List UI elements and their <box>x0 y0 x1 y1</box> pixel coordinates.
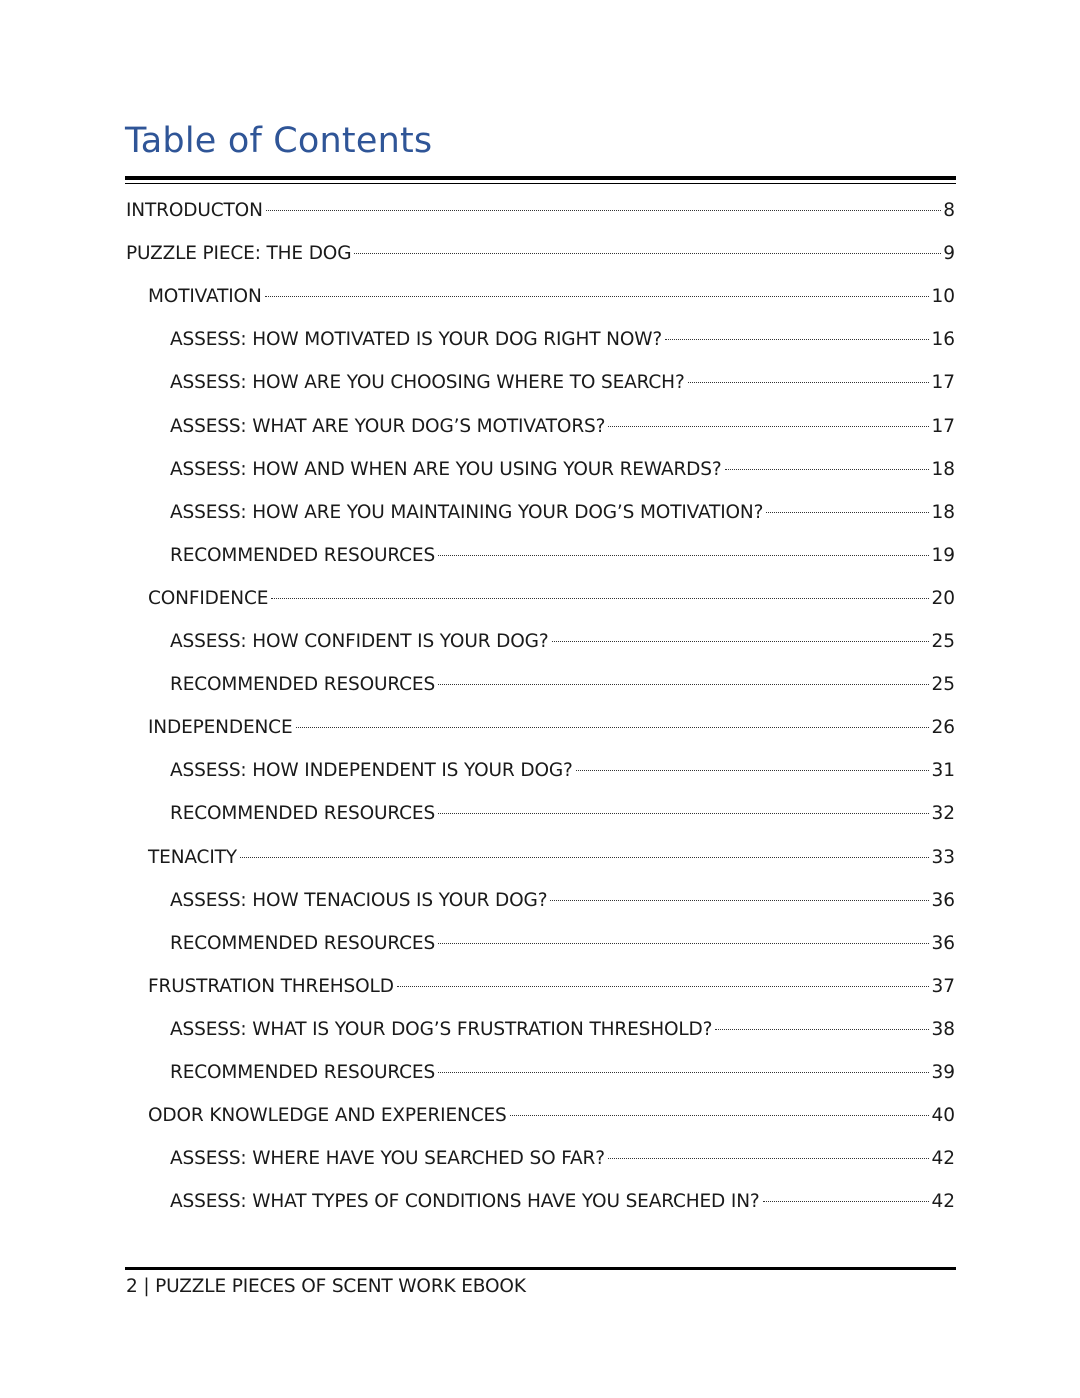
toc-entry-label: FRUSTRATION THREHSOLD <box>148 976 394 997</box>
toc-entry-label: ASSESS: HOW MOTIVATED IS YOUR DOG RIGHT NOW? <box>170 329 663 350</box>
toc-entry-label: MOTIVATION <box>148 286 262 307</box>
toc-entry-label: ASSESS: WHAT TYPES OF CONDITIONS HAVE YOU SEARCHED IN? <box>170 1191 760 1212</box>
toc-entry-label: ASSESS: WHAT ARE YOUR DOG’S MOTIVATORS? <box>170 416 606 437</box>
toc-entry[interactable] <box>170 494 955 523</box>
toc-entry-page-number: 37 <box>931 976 955 997</box>
toc-entry-page-number: 19 <box>931 545 955 566</box>
toc-entry-label: ASSESS: WHERE HAVE YOU SEARCHED SO FAR? <box>170 1148 605 1169</box>
dot-leader <box>510 1097 930 1121</box>
dot-leader <box>438 1054 929 1078</box>
dot-leader <box>438 666 929 690</box>
toc-entry-page-number: 32 <box>931 803 955 824</box>
dot-leader <box>688 364 930 388</box>
toc-entry-label: RECOMMENDED RESOURCES <box>170 803 436 824</box>
toc-entry-page-number: 18 <box>931 459 955 480</box>
toc-entry-page-number: 42 <box>931 1191 955 1212</box>
toc-entry-page-number: 36 <box>931 890 955 911</box>
dot-leader <box>271 580 929 604</box>
dot-leader <box>438 537 929 561</box>
toc-entry[interactable] <box>148 278 955 307</box>
toc-entry[interactable] <box>170 882 955 911</box>
toc-entry-page-number: 18 <box>931 502 955 523</box>
toc-entry-label: ASSESS: HOW INDEPENDENT IS YOUR DOG? <box>170 760 573 781</box>
dot-leader <box>552 623 930 647</box>
toc-entry-label: ASSESS: HOW TENACIOUS IS YOUR DOG? <box>170 890 548 911</box>
toc-entry-page-number: 9 <box>943 243 955 264</box>
toc-entry-page-number: 31 <box>931 760 955 781</box>
toc-entry-page-number: 17 <box>931 372 955 393</box>
toc-entry-page-number: 10 <box>931 286 955 307</box>
toc-entry-page-number: 39 <box>931 1062 955 1083</box>
toc-entry[interactable] <box>148 968 955 997</box>
toc-entry[interactable] <box>170 364 955 393</box>
toc-entry-label: ASSESS: WHAT IS YOUR DOG’S FRUSTRATION THRESHOLD? <box>170 1019 713 1040</box>
toc-entry[interactable] <box>170 1054 955 1083</box>
toc-entry[interactable] <box>170 752 955 781</box>
dot-leader <box>766 494 929 518</box>
toc-entry-label: PUZZLE PIECE: THE DOG <box>126 243 352 264</box>
toc-entry-label: CONFIDENCE <box>148 588 269 609</box>
toc-entry-label: ASSESS: HOW ARE YOU CHOOSING WHERE TO SEARCH? <box>170 372 685 393</box>
toc-entry-page-number: 20 <box>931 588 955 609</box>
toc-entry-page-number: 40 <box>931 1105 955 1126</box>
toc-entry-page-number: 42 <box>931 1148 955 1169</box>
dot-leader <box>725 451 930 475</box>
toc-entry-label: ODOR KNOWLEDGE AND EXPERIENCES <box>148 1105 507 1126</box>
page-footer: 2 | PUZZLE PIECES OF SCENT WORK EBOOK <box>126 1276 526 1297</box>
toc-entry-label: RECOMMENDED RESOURCES <box>170 545 436 566</box>
toc-entry[interactable] <box>170 537 955 566</box>
toc-entry-label: INTRODUCTON <box>126 200 263 221</box>
toc-entry-label: RECOMMENDED RESOURCES <box>170 933 436 954</box>
toc-entry[interactable] <box>148 580 955 609</box>
toc-entry-label: ASSESS: HOW AND WHEN ARE YOU USING YOUR REWARDS? <box>170 459 722 480</box>
toc-entry[interactable] <box>170 1140 955 1169</box>
toc-entry-page-number: 33 <box>931 847 955 868</box>
toc-entry[interactable] <box>148 1097 955 1126</box>
dot-leader <box>608 1140 930 1164</box>
toc-entry[interactable] <box>170 1011 955 1040</box>
toc-entry[interactable] <box>170 666 955 695</box>
toc-entry[interactable] <box>170 623 955 652</box>
toc-entry[interactable] <box>170 1183 955 1212</box>
dot-leader <box>354 235 941 259</box>
toc-entry-label: TENACITY <box>148 847 237 868</box>
toc-entry-label: ASSESS: HOW ARE YOU MAINTAINING YOUR DOG’S MOTIVATION? <box>170 502 764 523</box>
toc-entry[interactable] <box>170 795 955 824</box>
toc-entry-page-number: 25 <box>931 631 955 652</box>
toc-entry-page-number: 17 <box>931 416 955 437</box>
toc-entry[interactable] <box>148 839 955 868</box>
dot-leader <box>265 278 930 302</box>
toc-entry-label: INDEPENDENCE <box>148 717 293 738</box>
toc-entry-label: RECOMMENDED RESOURCES <box>170 1062 436 1083</box>
dot-leader <box>763 1183 930 1207</box>
toc-entry-page-number: 26 <box>931 717 955 738</box>
dot-leader <box>266 192 941 216</box>
toc-entry[interactable] <box>170 408 955 437</box>
dot-leader <box>397 968 930 992</box>
dot-leader <box>438 925 929 949</box>
toc-entry-label: RECOMMENDED RESOURCES <box>170 674 436 695</box>
toc-entry[interactable] <box>126 192 955 221</box>
toc-entry[interactable] <box>170 451 955 480</box>
dot-leader <box>438 795 929 819</box>
page-title: Table of Contents <box>125 121 433 161</box>
toc-entry-page-number: 38 <box>931 1019 955 1040</box>
toc-entry-page-number: 36 <box>931 933 955 954</box>
dot-leader <box>550 882 929 906</box>
toc-entry[interactable] <box>148 709 955 738</box>
dot-leader <box>608 408 929 432</box>
dot-leader <box>296 709 930 733</box>
dot-leader <box>715 1011 929 1035</box>
footer-rule <box>125 1267 956 1270</box>
title-double-rule <box>125 176 956 184</box>
toc-entry-label: ASSESS: HOW CONFIDENT IS YOUR DOG? <box>170 631 549 652</box>
toc-entry-page-number: 16 <box>931 329 955 350</box>
toc-entry-page-number: 8 <box>943 200 955 221</box>
dot-leader <box>665 321 929 345</box>
toc-entry[interactable] <box>170 925 955 954</box>
toc-entry-page-number: 25 <box>931 674 955 695</box>
dot-leader <box>576 752 930 776</box>
toc-entry[interactable] <box>170 321 955 350</box>
toc-entry[interactable] <box>126 235 955 264</box>
dot-leader <box>240 839 930 863</box>
